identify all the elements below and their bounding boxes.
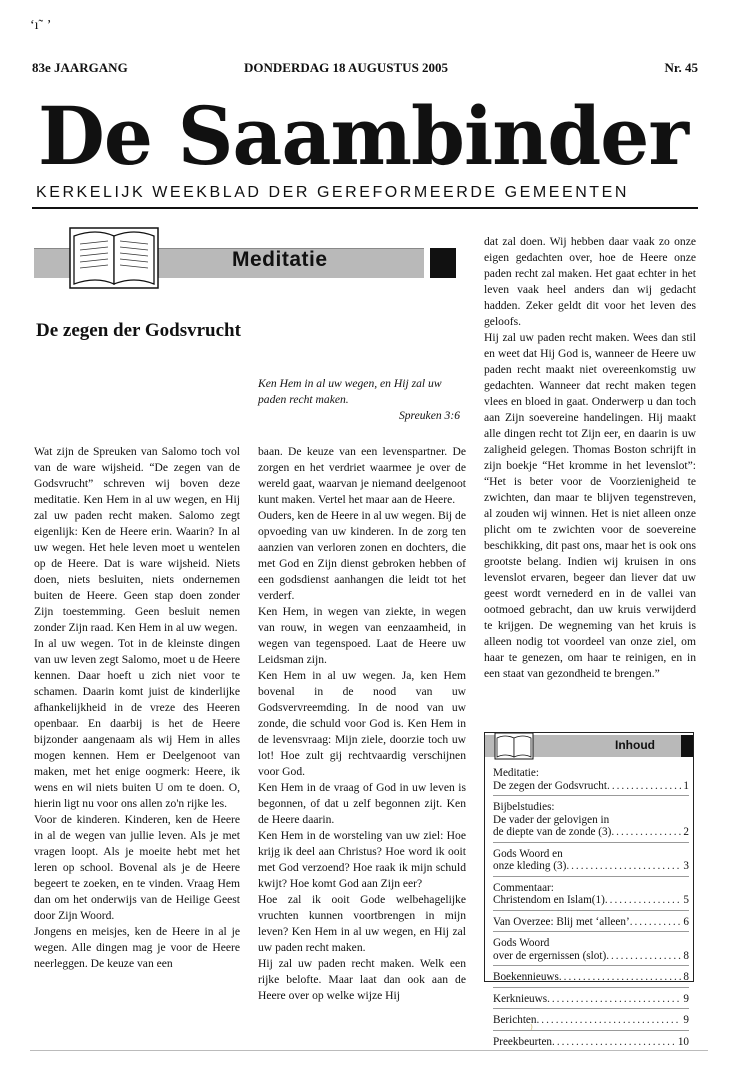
page-bottom-edge (30, 1050, 708, 1051)
book-icon (495, 733, 533, 759)
contents-entry (493, 993, 689, 1010)
corner-mark: ‘ı˜ ’ (30, 18, 52, 33)
contents-label: Inhoud (615, 738, 655, 752)
contents-entry-page: 1 (683, 779, 689, 792)
section-label: Meditatie (232, 248, 328, 271)
contents-separator (493, 876, 689, 877)
scan-mark: ⁾ (530, 1022, 533, 1036)
contents-entry-row (493, 916, 689, 929)
leader-dots (566, 860, 681, 873)
contents-list (493, 767, 689, 1053)
paragraph: Hoe zal ik ooit Gode welbehagelijke vruchten kunnen voortbrengen in mijn leven? Ken Hem in al uw wegen, en Hij zal uw paden recht maken. (258, 893, 466, 954)
paragraph: Voor de kinderen. Kinderen, ken de Heere in al de wegen van jullie leven. Als je met vragen loopt. Als je moeite hebt met het leren op school. Bovenal als je de Heere begeert te zoeken, en te vinden. Vraag Hem dan om het onderwijs van de Heilige Geest door Zijn Woord. (34, 813, 240, 922)
contents-entry (493, 916, 689, 933)
contents-entry-heading: Meditatie: (493, 767, 539, 779)
leader-dots (552, 1036, 676, 1049)
contents-entry-heading: Gods Woord (493, 937, 550, 949)
leader-dots (611, 826, 681, 839)
leader-dots (630, 916, 682, 929)
contents-entry-row (493, 826, 689, 839)
contents-entry-title: Van Overzee: Blij met ‘alleen’ (493, 915, 630, 928)
contents-entry-heading: De vader der gelovigen in (493, 813, 610, 826)
paragraph: Ken Hem in al uw wegen. Ja, ken Hem bovenal in de nood van uw Godsvervreemding. In de nood van uw zonde, die schuld voor God is. Ken Hem in de levensvraag: Mijn ziele, doorzie toch uw lot! Hoe zult gij rechtvaardig verschijnen voor God. (258, 669, 466, 778)
contents-header (485, 733, 693, 761)
contents-entry-title: de diepte van de zonde (3) (493, 826, 612, 838)
masthead-divider (32, 207, 698, 209)
paragraph: Hij zal uw paden recht maken. Wees dan stil en weet dat Hij God is, wanneer de Heere uw paden recht maakt niet overeenkomstig uw gedachten. Wanneer dat recht maken tegen vlees en bloed in gaat. Onderwerp u dan toch aan Zijn soevereine handelingen. Hij maakt alle dingen recht tot Zijn eer, en daarin is uw zaligheid gelegen. Thomas Boston schrijft in zijn boekje “Het kromme in het levenslot”: “Het is beter voor de Voorzienigheid te zwichten, dan maar te blijven tegenstreven, al zouden wij winnen. Het is niet alleen onze plicht om te zwichten voor de soevereine beschikking, dit past ons, maar het is ook ons grootste belang. Indien wij kruisen in ons levenslot ervaren, begeer dan liever dat uw geest wordt vernederd en in de vallei van ootmoed gebracht, dan uw kruis verwijderd te krijgen. De wegneming van het kruis is alleen nodig tot voordeel van onze ziel, om haar te genezen, om haar te reinigen, en in een staat van gezondheid te brengen.” (484, 331, 696, 680)
bible-quote: Ken Hem in al uw wegen, en Hij zal uw paden recht maken. (258, 377, 442, 406)
contents-entry-row (493, 780, 689, 793)
article-column-3 (484, 234, 696, 682)
contents-entry (493, 801, 689, 843)
paragraph: Ouders, ken de Heere in al uw wegen. Bij de opvoeding van uw kinderen. In de zorg ten aanzien van verloren zonen en dochters, die met God en Zijn dienst gebroken hebben of een godsdienst aanhangen die leidt tot het verderf. (258, 509, 466, 602)
paragraph: In al uw wegen. Tot in de kleinste dingen van uw leven zegt Salomo, moet u de Heere kennen. Daar hoeft u zich niet voor te schamen. Daarin komt juist de kinderlijke afhankelijkheid in de vreze des Heeren openbaar. En daarbij is het de Heere bijzonder aangenaam als wij Hem in alles mogen kennen. Hem er Deelgenoot van maken, met het enige oogmerk: Heere, ik wens en wil niets buiten U om te doen. O, hierin ligt nu voor ons allen zo'n rijke les. (34, 637, 240, 810)
contents-separator (493, 910, 689, 911)
open-book-icon (70, 228, 158, 288)
contents-entry-page: 8 (683, 949, 689, 962)
masthead-title (30, 82, 696, 180)
contents-entry-row (493, 1036, 689, 1049)
contents-entry-page: 5 (683, 894, 689, 906)
contents-entry-page: 9 (683, 992, 689, 1005)
contents-separator (493, 1008, 689, 1009)
contents-entry (493, 1014, 689, 1031)
contents-entry-title: Berichten (493, 1014, 537, 1026)
paragraph: Ken Hem in de worsteling van uw ziel: Hoe krijg ik deel aan Christus? Hoe word ik ooit met God verzoend? Hoe raak ik mijn schuld kwijt? Hoe komt God aan Zijn eer? (258, 829, 466, 890)
masthead (30, 82, 696, 180)
contents-entry (493, 1036, 689, 1049)
contents-entry-title: onze kleding (3) (493, 860, 567, 872)
paragraph: Hij zal uw paden recht maken. Welk een rijke belofte. Maar laat dan ook aan de Heere over op welke wijze Hij (258, 957, 466, 1002)
contents-entry-page: 3 (683, 860, 689, 872)
contents-entry-title: Christendom en Islam(1) (493, 894, 605, 906)
contents-entry-row (493, 894, 689, 907)
contents-entry-page: 10 (677, 1035, 689, 1048)
leader-dots (537, 1014, 682, 1027)
contents-entry-row (493, 971, 689, 984)
leader-dots (605, 894, 682, 907)
issue-number: Nr. 45 (664, 60, 698, 75)
leader-dots (559, 971, 682, 984)
contents-entry (493, 848, 689, 877)
contents-entry-page: 2 (683, 826, 689, 838)
paragraph: Ken Hem, in wegen van ziekte, in wegen van rouw, in wegen van eenzaamheid, in wegen van tegenspoed. Laat de Heere uw Leidsman zijn. (258, 605, 466, 666)
contents-separator (493, 931, 689, 932)
contents-entry-title: over de ergernissen (slot) (493, 949, 607, 962)
contents-entry-row (493, 1014, 689, 1027)
contents-entry-row (493, 950, 689, 963)
contents-entry-row (493, 860, 689, 873)
contents-entry-heading: Bijbelstudies: (493, 801, 555, 813)
contents-separator (493, 1030, 689, 1031)
contents-entry-heading: Gods Woord en (493, 847, 563, 860)
svg-text:De Saambinder: De Saambinder (38, 89, 690, 180)
leader-dots (606, 950, 681, 963)
masthead-subtitle: KERKELIJK WEEKBLAD DER GEREFORMEERDE GEMEENTEN (36, 184, 629, 201)
leader-dots (607, 780, 681, 793)
contents-entry (493, 971, 689, 988)
contents-entry (493, 937, 689, 966)
quote-source: Spreuken 3:6 (398, 409, 460, 422)
contents-entry-title: Boekennieuws (493, 971, 559, 983)
section-banner (34, 222, 458, 296)
contents-separator (493, 795, 689, 796)
paragraph: dat zal doen. Wij hebben daar vaak zo onze eigen gedachten over, hoe de Heere onze paden recht zal maken. Het gaat echter in het leven vaak heel anders dan wij gedacht hadden. Zeker geldt dit voor het leven des geloofs. (484, 235, 696, 328)
paragraph: Ken Hem in de vraag of God in uw leven is begonnen, of dat u zelf begonnen zijt. Ken de Heere daarin. (258, 781, 466, 826)
contents-entry (493, 767, 689, 796)
article-title: De zegen der Godsvrucht (36, 320, 241, 341)
contents-entry-heading: Commentaar: (493, 881, 554, 894)
contents-separator (493, 987, 689, 988)
contents-entry-page: 6 (683, 915, 689, 928)
contents-entry-row (493, 993, 689, 1006)
volume-label: 83e JAARGANG (32, 60, 128, 75)
contents-separator (493, 842, 689, 843)
article-column-1 (34, 444, 240, 972)
contents-entry-title: Kerknieuws (493, 992, 548, 1005)
contents-entry-page: 8 (683, 971, 689, 983)
leader-dots (547, 993, 681, 1006)
article-column-2 (258, 444, 466, 1004)
paragraph: Wat zijn de Spreuken van Salomo toch vol van de ware wijsheid. “De zegen van de Godsvrucht” schreven wij boven deze meditatie. Ken Hem in al uw wegen, en Hij zal uw paden recht maken. Salomo zegt eigenlijk: Ken de Heere erin. Waarin? In al uw wegen. Het hele leven moet u wentelen op de Heere. Dat is ware wijsheid. Niets doen, niets besluiten, niets ondernemen buiten de Heere. Geen stap doen zonder Zijn toestemming. Geen besluit nemen zonder Zijn raad. Ken Hem in al uw wegen. (34, 445, 240, 634)
contents-box (484, 732, 694, 1048)
contents-entry (493, 882, 689, 911)
contents-entry-title: Preekbeurten (493, 1035, 553, 1048)
contents-entry-title: De zegen der Godsvrucht (493, 779, 608, 792)
paragraph: Jongens en meisjes, ken de Heere in al je wegen. Alle dingen mag je voor de Heere neerleggen. De keuze van een (34, 925, 240, 970)
contents-separator (493, 965, 689, 966)
contents-entry-page: 9 (683, 1014, 689, 1026)
issue-date: DONDERDAG 18 AUGUSTUS 2005 (244, 60, 449, 75)
paragraph: baan. De keuze van een levenspartner. De zorgen en het verdriet waarmee je over de wereld gaat, waarvan je niemand deelgenoot kunt maken. Vertel het maar aan de Heere. (258, 445, 466, 506)
